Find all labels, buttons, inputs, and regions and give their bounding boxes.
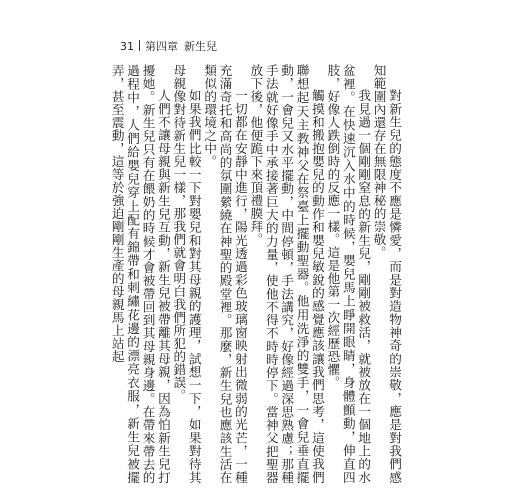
paragraph: 如果我們比較一下對嬰兒和對其母親的護理，試想一下，如果對待其母親像對待新生兒一樣，那我們就會明白我們所犯的錯誤。 xyxy=(171,64,202,484)
header-divider xyxy=(139,40,140,51)
chapter-label: 第四章 xyxy=(145,40,178,53)
chapter-title: 新生兒 xyxy=(184,40,217,53)
paragraph: 對新生兒的態度不應是憐愛，而是對造物神奇的崇敬，應是對我們感知範圍內還存在無限神秘的崇敬。 xyxy=(371,64,402,484)
paragraph: 觸摸和搬抱嬰兒的動作和嬰兒敏銳的感覺應該讓我們思考，這使我們聯想起天主教神父在祭臺上擺動聖器。他用洗淨的雙手，一會兒垂直擺動，一會兒又水平擺動，中間停頓，手法講究，好像經過深思熟慮；那種手法就好像手中承接著巨大的力量，使他不得不時時停下。當神父把聖器放下後，他便跪下來頂禮膜拜。 xyxy=(248,64,325,484)
paragraph: 一切都在安靜中進行，陽光透過彩色玻璃窗映射出微弱的光芒，一種充滿奇托和高尚的氛圍縈繞在神聖的殿堂裡。那麼，新生兒也應該生活在類似的環境之中。 xyxy=(202,64,248,484)
page-number: 31 xyxy=(120,40,134,53)
running-header xyxy=(120,40,217,54)
paragraph: 人們不讓母親與新生兒互動，新生兒被帶離其母親，因為怕新生兒打擾她。新生兒只有在餵奶的時候才會被帶回到其母親身邊。在帶來帶去的過程中，人們給嬰兒穿上配有錦帶和刺繡花邊的漂亮衣服，新生兒被擺弄，甚至震動，這等於強迫剛剛生產的母親馬上站起 xyxy=(109,64,171,484)
paragraph: 我見過一個剛剛窒息的新生兒，剛剛被救活，就被放在一個地上的水盆裡。在快速沉入水中的時候，嬰兒馬上睜開眼睛，身體顫動，伸直四肢，好像人跌倒時的反應一樣。這是他第一次經歷恐懼。 xyxy=(325,64,372,484)
body-text xyxy=(109,64,402,484)
